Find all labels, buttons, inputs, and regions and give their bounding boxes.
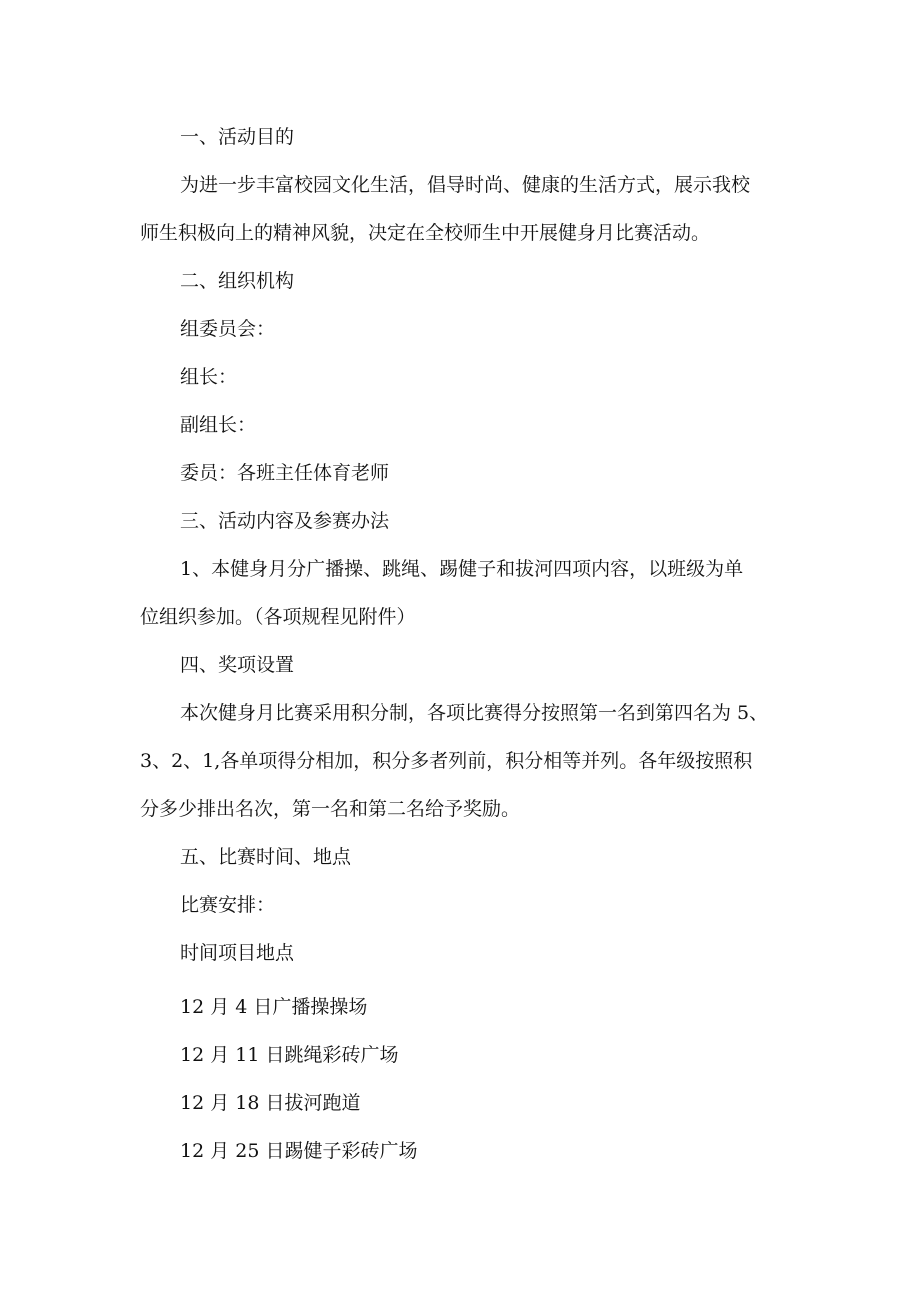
paragraph-line: 分多少排出名次，第一名和第二名给予奖励。 <box>140 798 521 820</box>
committee-label: 组委员会： <box>180 318 276 340</box>
schedule-row: 12 月 4 日广播操操场 <box>180 996 368 1018</box>
document-page <box>140 113 790 1175</box>
paragraph-line: 本次健身月比赛采用积分制，各项比赛得分按照第一名到第四名为 5、 <box>180 702 769 724</box>
section-4-heading: 四、奖项设置 <box>180 654 295 676</box>
schedule-row: 12 月 25 日踢健子彩砖广场 <box>180 1140 418 1162</box>
section-1-heading: 一、活动目的 <box>180 126 295 148</box>
schedule-label: 比赛安排： <box>180 894 276 916</box>
vice-leader-label: 副组长： <box>180 414 257 436</box>
paragraph-line: 1、本健身月分广播操、跳绳、踢健子和拔河四项内容，以班级为单 <box>180 558 744 580</box>
paragraph-line: 位组织参加。（各项规程见附件） <box>140 606 416 628</box>
leader-label: 组长： <box>180 366 238 388</box>
section-3-heading: 三、活动内容及参赛办法 <box>180 510 390 532</box>
section-5-heading: 五、比赛时间、地点 <box>180 846 352 868</box>
paragraph-line: 师生积极向上的精神风貌，决定在全校师生中开展健身月比赛活动。 <box>140 222 711 244</box>
schedule-row: 12 月 11 日跳绳彩砖广场 <box>180 1044 399 1066</box>
schedule-header: 时间项目地点 <box>180 942 295 964</box>
schedule-row: 12 月 18 日拔河跑道 <box>180 1092 361 1114</box>
section-3-paragraph <box>140 545 790 641</box>
section-1-paragraph <box>140 161 790 257</box>
section-2-heading: 二、组织机构 <box>180 270 295 292</box>
section-4-paragraph <box>140 689 790 833</box>
paragraph-line: 为进一步丰富校园文化生活，倡导时尚、健康的生活方式，展示我校 <box>180 174 751 196</box>
members-line: 委员：各班主任体育老师 <box>180 462 390 484</box>
paragraph-line: 3、2、1,各单项得分相加，积分多者列前，积分相等并列。各年级按照积 <box>140 750 753 772</box>
